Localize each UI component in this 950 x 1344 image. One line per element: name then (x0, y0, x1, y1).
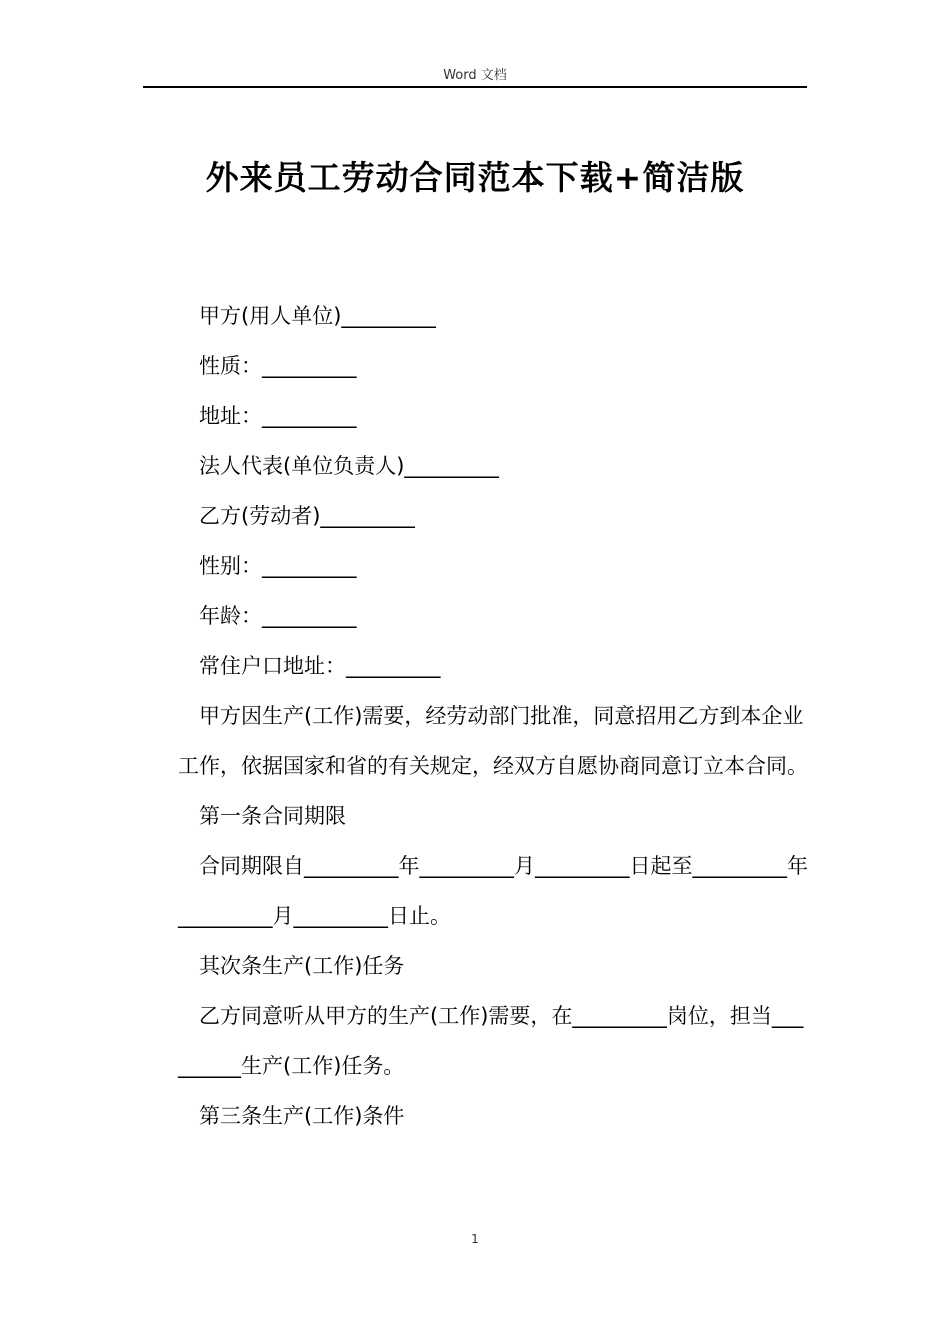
document-title: 外来员工劳动合同范本下载+简洁版 (205, 158, 745, 197)
paragraph-legal-representative: 法人代表(单位负责人)_________ (199, 454, 499, 478)
article-3-heading: 第三条生产(工作)条件 (199, 1104, 405, 1128)
paragraph-residence: 常住户口地址：_________ (199, 654, 441, 678)
paragraph-party-a: 甲方(用人单位)_________ (199, 304, 436, 328)
paragraph-address: 地址：_________ (199, 404, 357, 428)
header-label: Word 文档 (443, 68, 507, 83)
page-number: 1 (471, 1232, 479, 1246)
article-2-heading: 其次条生产(工作)任务 (199, 954, 405, 978)
article-1-heading: 第一条合同期限 (199, 804, 346, 828)
paragraph-nature: 性质：_________ (199, 354, 357, 378)
paragraph-preamble: 甲方因生产(工作)需要，经劳动部门批准，同意招用乙方到本企业工作，依据国家和省的有关规定，经双方自愿协商同意订立本合同。 (178, 704, 808, 778)
document-body (178, 291, 808, 1141)
article-2-text: 乙方同意听从甲方的生产(工作)需要，在_________岗位，担当_________生产(工作)任务。 (178, 1004, 804, 1078)
paragraph-party-b: 乙方(劳动者)_________ (199, 504, 415, 528)
header-divider (143, 86, 807, 88)
paragraph-gender: 性别：_________ (199, 554, 357, 578)
paragraph-age: 年龄：_________ (199, 604, 357, 628)
article-1-text: 合同期限自_________年_________月_________日起至_________年_________月_________日止。 (178, 854, 808, 928)
